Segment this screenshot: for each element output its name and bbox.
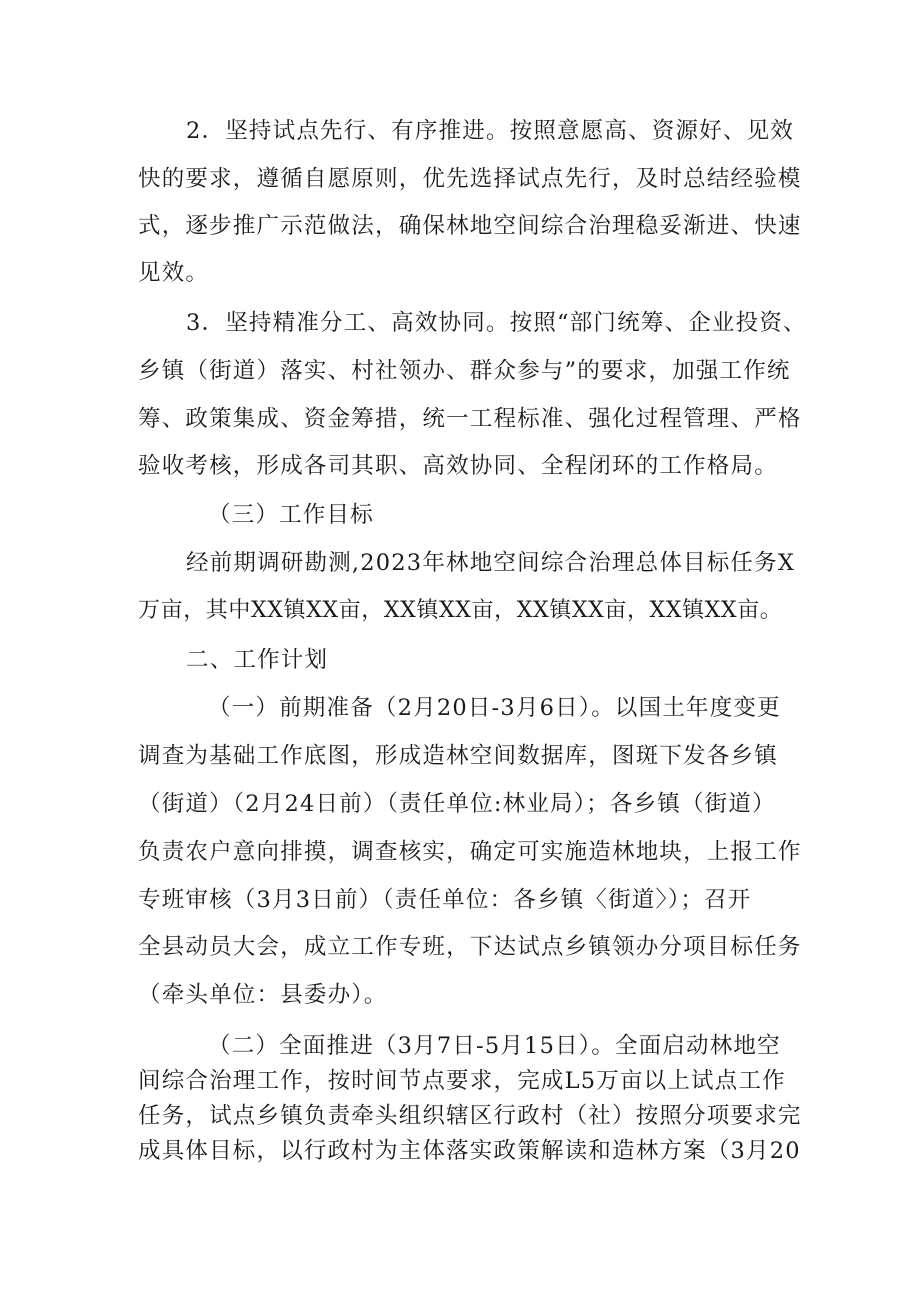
- paragraph-advance-line-1: （二）全面推进（3月7日-5月15日）。全面启动林地空: [208, 1033, 781, 1059]
- paragraph-prep-line-2: 调查为基础工作底图，形成造林空间数据库，图斑下发各乡镇: [138, 743, 778, 769]
- paragraph-principle-3-line-2: 乡镇（街道）落实、村社领办、群众参与”的要求，加强工作统: [138, 358, 791, 384]
- paragraph-advance-line-2: 间综合治理工作，按时间节点要求，完成L5万亩以上试点工作: [138, 1068, 786, 1094]
- paragraph-prep-line-5: 专班审核（3月3日前）（责任单位：各乡镇〈街道〉）；召开: [138, 887, 752, 913]
- paragraph-prep-line-7: （牵头单位：县委办）。: [138, 982, 388, 1008]
- paragraph-principle-2-line-1: 2．坚持试点先行、有序推进。按照意愿高、资源好、见效: [186, 118, 795, 144]
- paragraph-prep-line-3: （街道）（2月24日前）（责任单位:林业局）；各乡镇（街道）: [138, 791, 776, 817]
- paragraph-prep-line-4: 负责农户意向排摸，调查核实，确定可实施造林地块，上报工作: [138, 839, 802, 865]
- paragraph-principle-2-line-4: 见效。: [138, 260, 210, 286]
- section-heading-work-plan: 二、工作计划: [186, 647, 329, 673]
- paragraph-goals-line-1: 经前期调研勘测,2023年林地空间综合治理总体目标任务X: [186, 550, 796, 576]
- paragraph-principle-3-line-1: 3．坚持精准分工、高效协同。按照“部门统筹、企业投资、: [186, 310, 807, 336]
- paragraph-principle-3-line-3: 筹、政策集成、资金筹措，统一工程标准、强化过程管理、严格: [138, 406, 802, 432]
- paragraph-prep-line-1: （一）前期准备（2月20日-3月6日）。以国土年度变更: [208, 695, 781, 721]
- paragraph-advance-line-3: 任务，试点乡镇负责牵头组织辖区行政村（社）按照分项要求完: [138, 1103, 802, 1129]
- paragraph-advance-line-4: 成具体目标，以行政村为主体落实政策解读和造林方案（3月20: [138, 1138, 801, 1164]
- paragraph-prep-line-6: 全县动员大会，成立工作专班，下达试点乡镇领办分项目标任务: [138, 934, 802, 960]
- paragraph-goals-line-2: 万亩，其中XX镇XX亩，XX镇XX亩，XX镇XX亩，XX镇XX亩。: [138, 598, 783, 623]
- section-heading-work-goals: （三）工作目标: [208, 502, 374, 528]
- paragraph-principle-3-line-4: 验收考核，形成各司其职、高效协同、全程闭环的工作格局。: [138, 453, 778, 479]
- paragraph-principle-2-line-3: 式，逐步推广示范做法，确保林地空间综合治理稳妥渐进、快速: [138, 213, 802, 239]
- paragraph-principle-2-line-2: 快的要求，遵循自愿原则，优先选择试点先行，及时总结经验模: [138, 166, 802, 192]
